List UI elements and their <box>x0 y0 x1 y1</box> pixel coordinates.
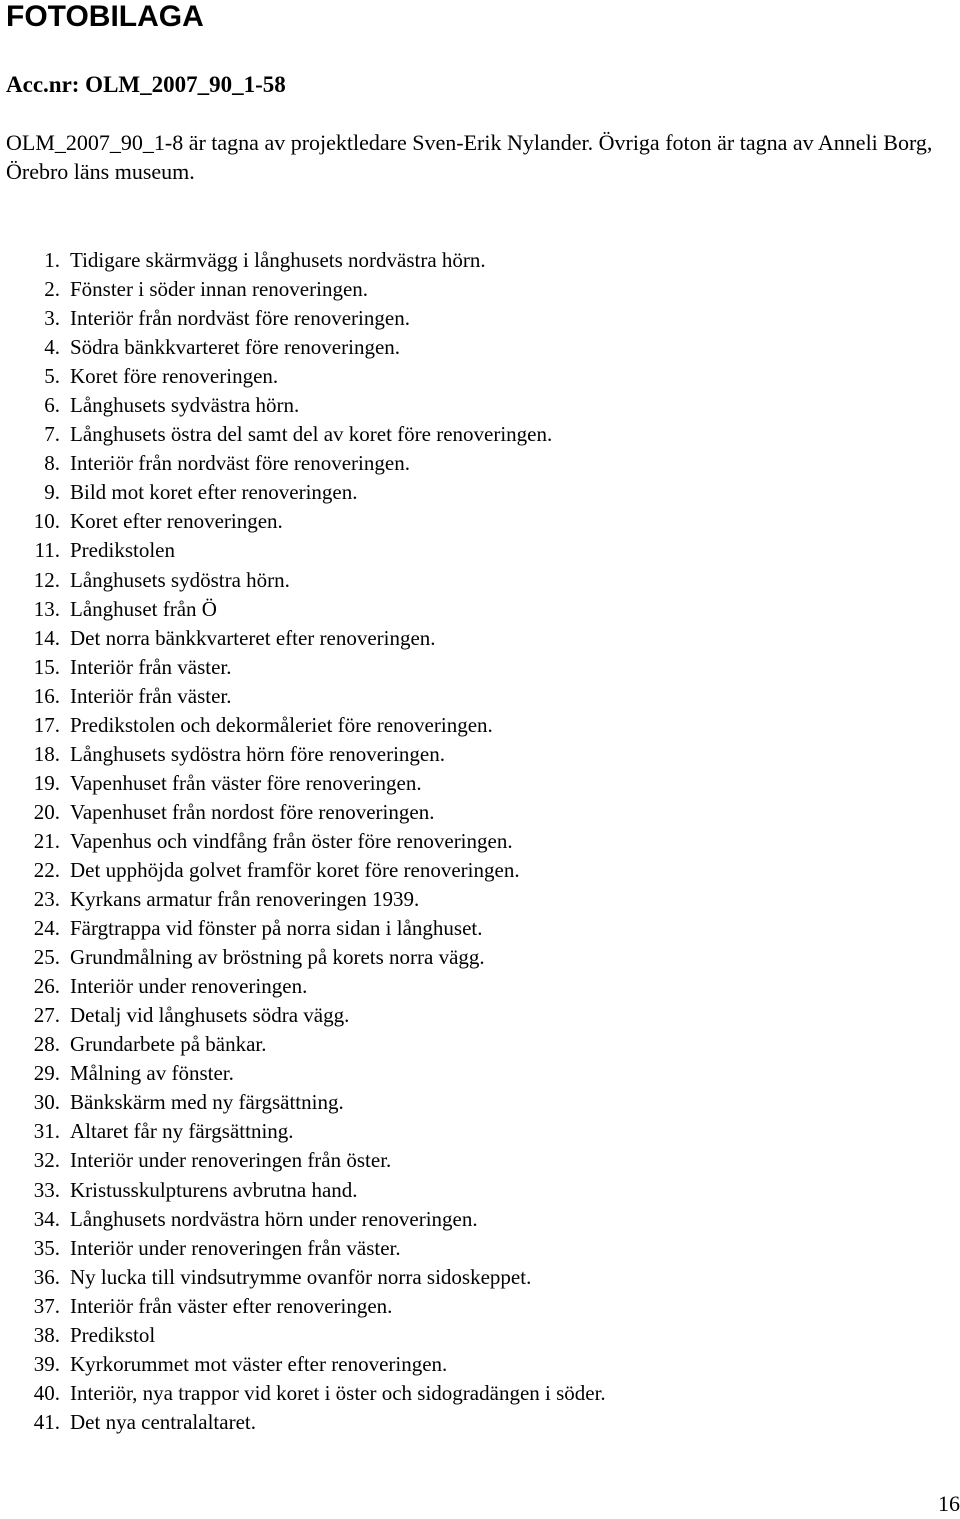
list-item-number: 20. <box>33 799 60 824</box>
list-item-text: Interiör under renoveringen från väster. <box>70 1235 401 1260</box>
list-item-text: Grundmålning av bröstning på korets norra vägg. <box>70 945 485 970</box>
list-item <box>0 420 606 449</box>
list-item-text: Interiör från väster efter renoveringen. <box>70 1293 393 1318</box>
list-item <box>0 246 606 275</box>
list-item-text: Långhusets sydöstra hörn. <box>70 567 290 592</box>
list-item <box>0 275 606 304</box>
list-item-text: Interiör från nordväst före renoveringen. <box>70 306 410 331</box>
list-item-number: 25. <box>33 945 60 970</box>
list-item-number: 1. <box>44 248 60 272</box>
list-item <box>0 1059 606 1088</box>
list-item <box>0 653 606 682</box>
list-item <box>0 1263 606 1292</box>
list-item-number: 35. <box>33 1235 60 1260</box>
list-item-text: Interiör, nya trappor vid koret i öster och sidogradängen i söder. <box>70 1380 606 1405</box>
list-item-text: Predikstolen och dekormåleriet före renoveringen. <box>70 712 493 737</box>
list-item <box>0 333 606 362</box>
list-item-text: Detalj vid långhusets södra vägg. <box>70 1003 350 1028</box>
list-item-number: 36. <box>33 1264 60 1289</box>
list-item-number: 30. <box>33 1090 60 1115</box>
list-item-number: 28. <box>33 1032 60 1057</box>
list-item <box>0 769 606 798</box>
list-item-number: 34. <box>33 1206 60 1231</box>
list-item-text: Koret efter renoveringen. <box>70 509 283 534</box>
list-item-text: Kyrkorummet mot väster efter renoveringen. <box>70 1351 448 1376</box>
list-item-text: Långhusets nordvästra hörn under renoveringen. <box>70 1206 478 1231</box>
list-item <box>0 507 606 536</box>
list-item <box>0 1001 606 1030</box>
list-item-text: Långhusets sydöstra hörn före renoveringen. <box>70 741 445 766</box>
list-item-number: 38. <box>33 1322 60 1347</box>
list-item <box>0 943 606 972</box>
list-item-number: 27. <box>33 1003 60 1028</box>
list-item-text: Målning av fönster. <box>70 1061 234 1086</box>
list-item-text: Bild mot koret efter renoveringen. <box>70 480 358 505</box>
list-item-number: 26. <box>33 974 60 999</box>
list-item-text: Interiör under renoveringen från öster. <box>70 1148 392 1173</box>
list-item-text: Grundarbete på bänkar. <box>70 1032 267 1057</box>
list-item-number: 12. <box>33 567 60 592</box>
list-item <box>0 566 606 595</box>
list-item-number: 9. <box>44 480 60 505</box>
list-item <box>0 1408 606 1437</box>
list-item-text: Långhuset från Ö <box>70 596 217 621</box>
list-item-number: 15. <box>33 654 60 679</box>
list-item-text: Ny lucka till vindsutrymme ovanför norra sidoskeppet. <box>70 1264 532 1289</box>
list-item-number: 41. <box>33 1409 60 1434</box>
list-item <box>0 304 606 333</box>
list-item-number: 8. <box>44 451 60 476</box>
list-item-number: 11. <box>34 538 60 563</box>
list-item-number: 5. <box>44 364 60 389</box>
list-item-number: 13. <box>33 596 60 621</box>
list-item <box>0 1379 606 1408</box>
list-item-number: 33. <box>33 1177 60 1202</box>
list-item <box>0 391 606 420</box>
list-item-number: 3. <box>44 306 60 331</box>
page-title: FOTOBILAGA <box>6 0 204 33</box>
list-item-number: 40. <box>33 1380 60 1405</box>
list-item-text: Det norra bänkkvarteret efter renoveringen. <box>70 625 436 650</box>
list-item <box>0 1088 606 1117</box>
list-item-number: 6. <box>44 393 60 418</box>
list-item-text: Vapenhuset från nordost före renoveringen. <box>70 799 435 824</box>
list-item <box>0 827 606 856</box>
list-item-number: 18. <box>33 741 60 766</box>
list-item <box>0 798 606 827</box>
list-item <box>0 536 606 565</box>
list-item <box>0 1176 606 1205</box>
list-item-text: Långhusets sydvästra hörn. <box>70 393 300 418</box>
list-item <box>0 624 606 653</box>
list-item <box>0 478 606 507</box>
list-item-text: Fönster i söder innan renoveringen. <box>70 277 369 302</box>
list-item <box>0 856 606 885</box>
list-item-text: Färgtrappa vid fönster på norra sidan i långhuset. <box>70 916 483 941</box>
list-item <box>0 1205 606 1234</box>
list-item-number: 10. <box>33 509 60 534</box>
list-item-number: 22. <box>33 857 60 882</box>
list-item-text: Långhusets östra del samt del av koret före renoveringen. <box>70 422 553 447</box>
list-item-number: 23. <box>33 887 60 912</box>
list-item-number: 14. <box>33 625 60 650</box>
list-item-text: Interiör från väster. <box>70 654 232 679</box>
list-item-text: Tidigare skärmvägg i långhusets nordvästra hörn. <box>70 248 486 272</box>
list-item <box>0 885 606 914</box>
list-item-number: 19. <box>33 770 60 795</box>
list-item-text: Vapenhuset från väster före renoveringen. <box>70 770 422 795</box>
list-item-text: Bänkskärm med ny färgsättning. <box>70 1090 344 1115</box>
list-item-number: 24. <box>33 916 60 941</box>
list-item-text: Kyrkans armatur från renoveringen 1939. <box>70 887 420 912</box>
page-number: 16 <box>938 1491 960 1516</box>
list-item-text: Koret före renoveringen. <box>70 364 279 389</box>
list-item-text: Predikstolen <box>70 538 175 563</box>
list-item-text: Det upphöjda golvet framför koret före renoveringen. <box>70 857 520 882</box>
list-item <box>0 1321 606 1350</box>
list-item <box>0 972 606 1001</box>
list-item-number: 31. <box>33 1119 60 1144</box>
list-item <box>0 740 606 769</box>
list-item-number: 29. <box>33 1061 60 1086</box>
list-item <box>0 449 606 478</box>
list-item-number: 39. <box>33 1351 60 1376</box>
list-item <box>0 1292 606 1321</box>
list-item-number: 2. <box>44 277 60 302</box>
list-item-text: Interiör under renoveringen. <box>70 974 308 999</box>
list-item <box>0 711 606 740</box>
intro-paragraph: OLM_2007_90_1-8 är tagna av projektledare Sven-Erik Nylander. Övriga foton är tagna av Anneli Borg, Örebro läns museum. <box>6 130 933 184</box>
list-item-text: Interiör från väster. <box>70 683 232 708</box>
list-item <box>0 1350 606 1379</box>
list-item-number: 17. <box>33 712 60 737</box>
list-item <box>0 1234 606 1263</box>
list-item <box>0 1117 606 1146</box>
list-item-text: Kristusskulpturens avbrutna hand. <box>70 1177 358 1202</box>
list-item-number: 7. <box>44 422 60 447</box>
accession-number: Acc.nr: OLM_2007_90_1-58 <box>6 72 286 97</box>
list-item-number: 21. <box>33 828 60 853</box>
list-item-text: Det nya centralaltaret. <box>70 1409 256 1434</box>
list-item-text: Södra bänkkvarteret före renoveringen. <box>70 335 401 360</box>
list-item <box>0 1146 606 1175</box>
list-item-text: Interiör från nordväst före renoveringen. <box>70 451 410 476</box>
list-item-number: 32. <box>33 1148 60 1173</box>
list-item <box>0 595 606 624</box>
list-item-number: 4. <box>44 335 60 360</box>
list-item-number: 16. <box>33 683 60 708</box>
list-item <box>0 362 606 391</box>
list-item <box>0 682 606 711</box>
list-item <box>0 914 606 943</box>
list-item-text: Altaret får ny färgsättning. <box>70 1119 294 1144</box>
list-item <box>0 1030 606 1059</box>
list-item-text: Vapenhus och vindfång från öster före renoveringen. <box>70 828 513 853</box>
photo-list <box>0 246 606 1437</box>
list-item-number: 37. <box>33 1293 60 1318</box>
list-item-text: Predikstol <box>70 1322 156 1347</box>
